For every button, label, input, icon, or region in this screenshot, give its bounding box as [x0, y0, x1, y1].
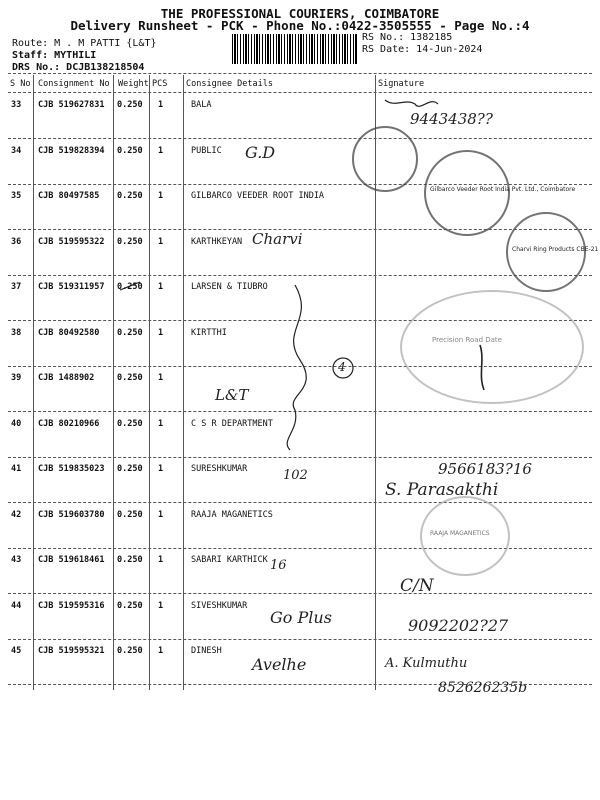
stamp-public [352, 126, 418, 192]
rs-date-label: RS Date: 14-Jun-2024 [362, 44, 483, 55]
row-consignment-no: CJB 519595321 [38, 646, 105, 656]
row-sno: 41 [11, 464, 22, 474]
row-pcs: 1 [158, 510, 164, 520]
row-sno: 40 [11, 419, 22, 429]
row-weight: 0.250 [117, 282, 143, 292]
row-weight: 0.250 [117, 464, 143, 474]
hw-r41-sig: S. Parasakthi [385, 480, 499, 500]
row-pcs: 1 [158, 464, 164, 474]
row-pcs: 1 [158, 601, 164, 611]
pen-scribble [385, 100, 438, 106]
row-pcs: 1 [158, 282, 164, 292]
stamp-raaja-text: RAAJA MAGANETICS [430, 530, 490, 537]
row-sno: 33 [11, 100, 22, 110]
row-weight: 0.250 [117, 510, 143, 520]
company-title: THE PROFESSIONAL COURIERS, COIMBATORE [160, 6, 440, 21]
row-consignment-no: CJB 80497585 [38, 191, 100, 201]
row-consignment-no: CJB 80492580 [38, 328, 100, 338]
drs-label: DRS No.: DCJB138218504 [12, 62, 145, 73]
staff-label: Staff: MYTHILI [12, 50, 97, 61]
stamp-precision [400, 290, 584, 404]
hw-r43-sig: C/N [400, 576, 434, 596]
row-sno: 38 [11, 328, 22, 338]
row-consignment-no: CJB 519603780 [38, 510, 105, 520]
row-weight: 0.250 [117, 146, 143, 156]
row-consignee: C S R DEPARTMENT [191, 419, 273, 429]
route-label: Route: M . M PATTI {L&T} [12, 38, 157, 49]
stamp-precision-text: Precision Road Date [432, 336, 502, 344]
row-pcs: 1 [158, 191, 164, 201]
hw-r36-note: Charvi [252, 230, 303, 248]
col-weight-header: Weight [118, 79, 149, 89]
row-consignee: GILBARCO VEEDER ROOT INDIA [191, 191, 325, 201]
row-consignment-no: CJB 519828394 [38, 146, 105, 156]
row-sno: 39 [11, 373, 22, 383]
row-consignment-no: CJB 519835023 [38, 464, 105, 474]
row-consignee: RAAJA MAGANETICS [191, 510, 273, 520]
stamp-gilbarco-text: Gilbarco Veeder Root India Pvt. Ltd., Coimbatore [430, 186, 576, 193]
hw-r34-note: G.D [245, 143, 276, 162]
row-weight: 0.250 [117, 237, 143, 247]
row-consignee: SIVESHKUMAR [191, 601, 248, 611]
rs-no-label: RS No.: 1382185 [362, 32, 453, 43]
row-sno: 37 [11, 282, 22, 292]
row-consignment-no: CJB 80210966 [38, 419, 100, 429]
hw-r44-note: Go Plus [270, 608, 332, 627]
col-signature-header: Signature [378, 79, 425, 89]
hw-r45-phone: 852626235b [438, 680, 528, 696]
row-consignee: BALA [191, 100, 212, 110]
row-pcs: 1 [158, 100, 164, 110]
row-weight: 0.250 [117, 601, 143, 611]
row-sno: 42 [11, 510, 22, 520]
row-consignment-no: CJB 519595322 [38, 237, 105, 247]
row-pcs: 1 [158, 328, 164, 338]
row-weight: 0.250 [117, 419, 143, 429]
stamp-gilbarco [424, 150, 510, 236]
row-consignee: SABARI KARTHICK [191, 555, 268, 565]
row-consignee: SURESHKUMAR [191, 464, 248, 474]
row-weight: 0.250 [117, 100, 143, 110]
row-sno: 36 [11, 237, 22, 247]
hw-r33-sig: 9443438?? [410, 110, 493, 128]
col-consignee-header: Consignee Details [186, 79, 273, 89]
row-consignment-no: CJB 519595316 [38, 601, 105, 611]
row-pcs: 1 [158, 237, 164, 247]
row-consignee: PUBLIC [191, 146, 222, 156]
row-sno: 35 [11, 191, 22, 201]
row-consignment-no: CJB 519311957 [38, 282, 105, 292]
pen-scribble [120, 282, 140, 290]
row-consignment-no: CJB 519618461 [38, 555, 105, 565]
row-weight: 0.250 [117, 646, 143, 656]
hw-r39-circle: 4 [338, 360, 346, 374]
hw-r39-note: L&T [215, 386, 249, 404]
row-weight: 0.250 [117, 555, 143, 565]
hw-r41-phone: 9566183?16 [438, 460, 532, 478]
row-weight: 0.250 [117, 191, 143, 201]
row-weight: 0.250 [117, 328, 143, 338]
runsheet-title: Delivery Runsheet - PCK - Phone No.:0422-3505555 - Page No.:4 [70, 18, 530, 33]
hw-r44-phone: 9092202?27 [408, 616, 509, 635]
row-weight: 0.250 [117, 373, 143, 383]
row-consignment-no: CJB 1488902 [38, 373, 95, 383]
row-sno: 34 [11, 146, 22, 156]
row-pcs: 1 [158, 373, 164, 383]
col-sno-header: S No [10, 79, 31, 89]
hw-r45-note: Avelhe [252, 655, 307, 674]
hw-r45-sig: A. Kulmuthu [385, 656, 468, 671]
row-consignee: LARSEN & TIUBRO [191, 282, 268, 292]
row-sno: 44 [11, 601, 22, 611]
hw-r43-num: 16 [270, 558, 287, 573]
row-pcs: 1 [158, 146, 164, 156]
row-consignee: KARTHKEYAN [191, 237, 243, 247]
row-consignee: KIRTTHI [191, 328, 227, 338]
row-sno: 45 [11, 646, 22, 656]
hw-r41-num: 102 [283, 468, 308, 483]
col-consignment-header: Consignment No [38, 79, 110, 89]
row-consignee: DINESH [191, 646, 222, 656]
row-sno: 43 [11, 555, 22, 565]
stamp-charvi-text: Charvi Ring Products CBE-21 [512, 246, 599, 253]
col-pcs-header: PCS [152, 79, 168, 89]
row-consignment-no: CJB 519627831 [38, 100, 105, 110]
row-pcs: 1 [158, 646, 164, 656]
row-pcs: 1 [158, 555, 164, 565]
pen-scribble [287, 285, 306, 450]
row-pcs: 1 [158, 419, 164, 429]
